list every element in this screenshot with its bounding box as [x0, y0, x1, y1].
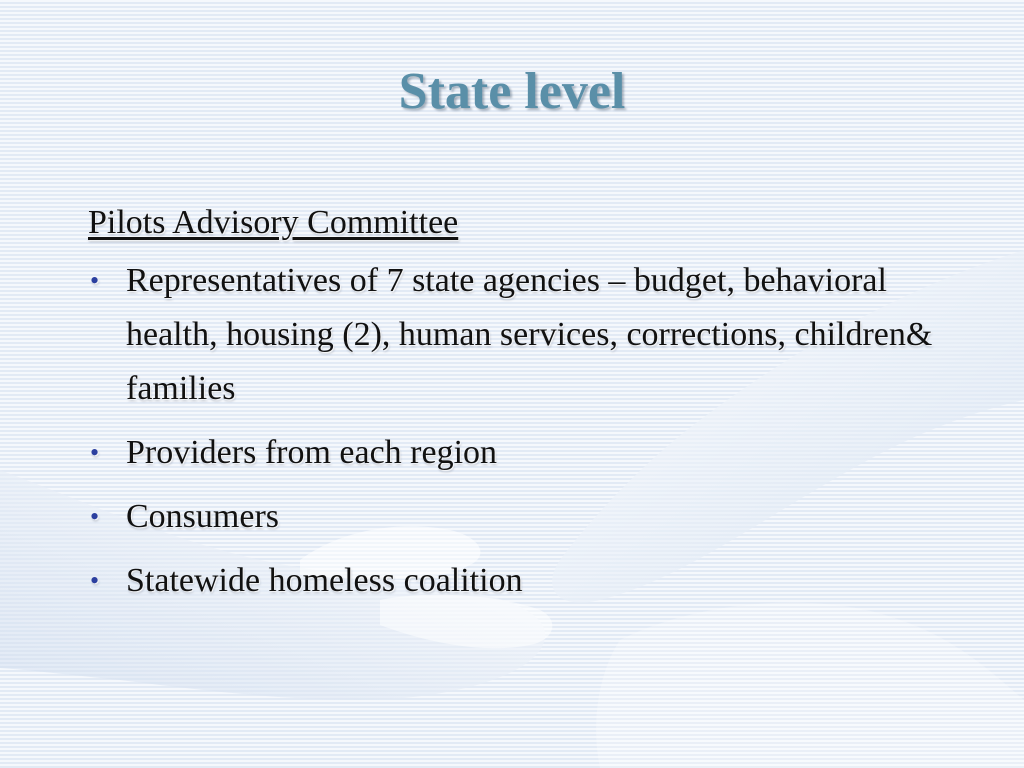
bullet-icon: • [90, 502, 100, 531]
bullet-text: Statewide homeless coalition [126, 562, 523, 599]
slide-title: State level [398, 63, 626, 120]
bullet-text: Consumers [126, 498, 279, 535]
bullet-icon: • [90, 266, 100, 295]
bullet-list [88, 254, 968, 608]
bullet-icon: • [90, 566, 100, 595]
list-item [88, 490, 968, 544]
section-subheading: Pilots Advisory Committee [88, 204, 459, 241]
bullet-text: Providers from each region [126, 434, 498, 471]
list-item [88, 554, 968, 608]
list-item [88, 254, 968, 416]
slide-content [88, 196, 968, 618]
list-item [88, 426, 968, 480]
bullet-icon: • [90, 438, 100, 467]
bullet-text: Representatives of 7 state agencies – budget, behavioral health, housing (2), human services, corrections, children& families [126, 262, 933, 407]
